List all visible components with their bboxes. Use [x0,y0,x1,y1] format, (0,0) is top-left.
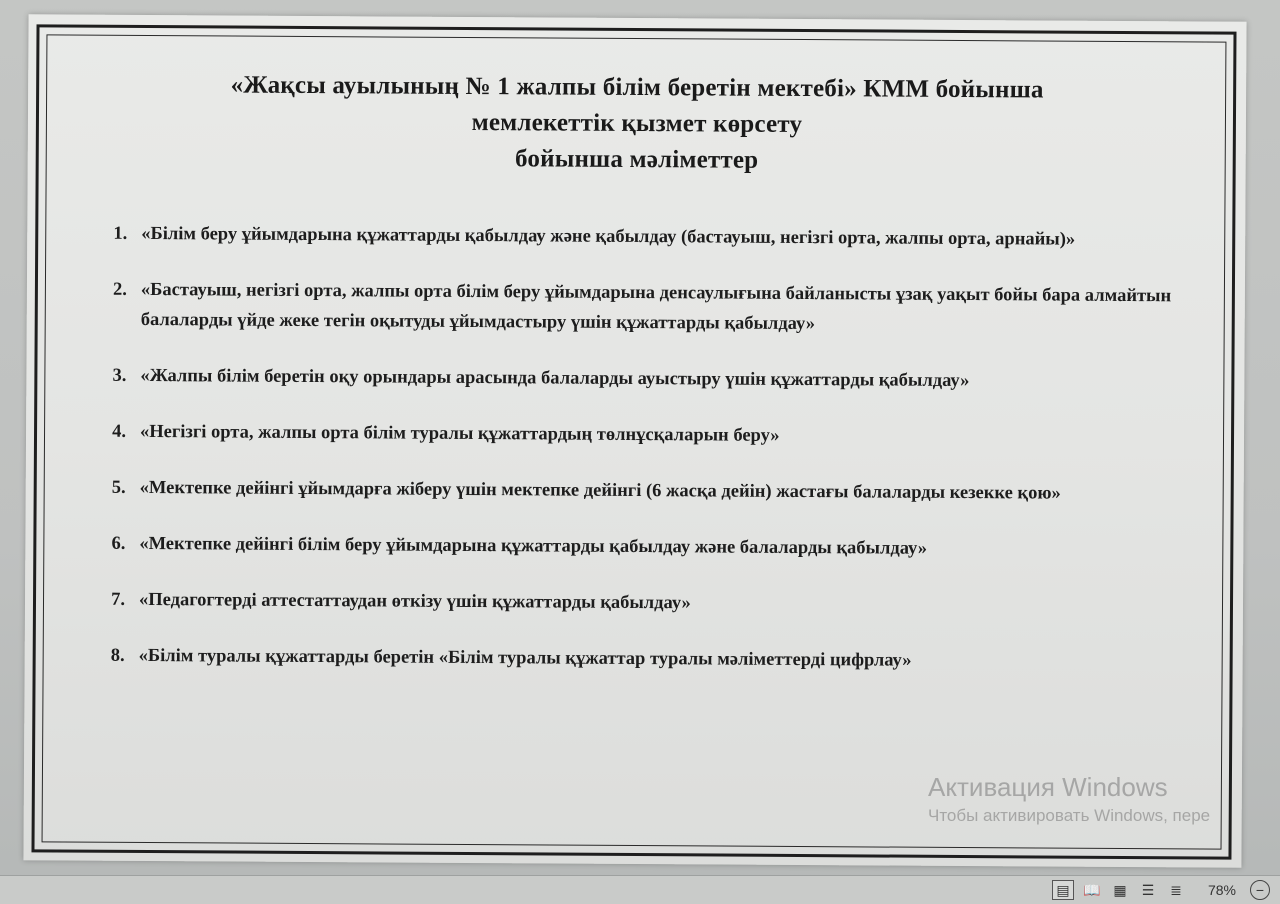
list-item [95,585,1175,622]
list-item [97,219,1177,256]
zoom-out-button[interactable]: − [1250,880,1270,900]
list-item-text: «Білім беру ұйымдарына құжаттарды қабылдау және қабылдау (бастауыш, негізгі орта, жалпы орта, арнайы)» [141,223,1076,250]
list-item-text: «Бастауыш, негізгі орта, жалпы орта білім беру ұйымдарына денсаулығына байланысты ұзақ уақыт бойы бара алмайтын балаларды үйде жеке тегін оқытуды ұйымдастыру үшін құжаттарды қабылдау» [140,279,1172,335]
document-page [23,14,1246,867]
list-item-text: «Жалпы білім беретін оқу орындары арасында балаларды ауыстыру үшін құжаттарды қабылдау» [140,365,970,392]
list-item [95,641,1175,678]
list-item-number: 3. [112,365,127,386]
windows-activation-watermark [928,770,1268,828]
document-title-line-1: «Жақсы ауылының № 1 жалпы білім беретін мектебі» КММ бойынша [230,71,1044,104]
list-item-number: 6. [111,533,126,554]
list-item-number: 1. [113,223,128,244]
list-item-number: 2. [112,279,127,300]
list-item [96,361,1176,398]
web-layout-icon[interactable]: ▦ [1113,881,1127,898]
document-title [108,67,1167,181]
draft-icon[interactable]: ≣ [1170,881,1182,898]
list-item-number: 5. [111,477,126,498]
document-title-line-3: бойынша мәліметтер [515,145,759,174]
watermark-subtitle: Чтобы активировать Windows, пере [928,806,1211,825]
reading-mode-icon[interactable]: 📖 [1083,881,1101,898]
list-item [96,417,1176,454]
list-item-number: 8. [110,645,125,666]
document-title-line-2: мемлекеттік қызмет көрсету [471,108,803,139]
list-item-text: «Білім туралы құжаттарды беретін «Білім туралы құжаттар туралы мәліметтерді цифрлау» [138,645,912,671]
list-item [97,275,1177,342]
list-item-number: 4. [112,421,127,442]
status-bar-view-controls [1052,878,1270,902]
list-item-number: 7. [111,589,126,610]
list-item [95,529,1175,566]
zoom-level[interactable]: 78% [1207,882,1236,898]
list-item [96,473,1176,510]
list-item-text: «Мектепке дейінгі ұйымдарға жіберу үшін мектепке дейінгі (6 жасқа дейін) жастағы балаларды кезекке қою» [139,477,1061,504]
status-bar [0,875,1280,904]
list-item-text: «Педагогтерді аттестаттаудан өткізу үшін құжаттарды қабылдау» [138,589,691,614]
watermark-title: Активация Windows [928,772,1168,802]
print-layout-icon[interactable]: ▤ [1052,880,1074,900]
document-content[interactable] [23,14,1246,867]
list-item-text: «Негізгі орта, жалпы орта білім туралы құжаттардың төлнұсқаларын беру» [139,421,780,446]
outline-icon[interactable]: ☰ [1141,881,1155,898]
list-item-text: «Мектепке дейінгі білім беру ұйымдарына құжаттарды қабылдау және балаларды қабылдау» [139,533,928,559]
services-list [94,219,1177,704]
